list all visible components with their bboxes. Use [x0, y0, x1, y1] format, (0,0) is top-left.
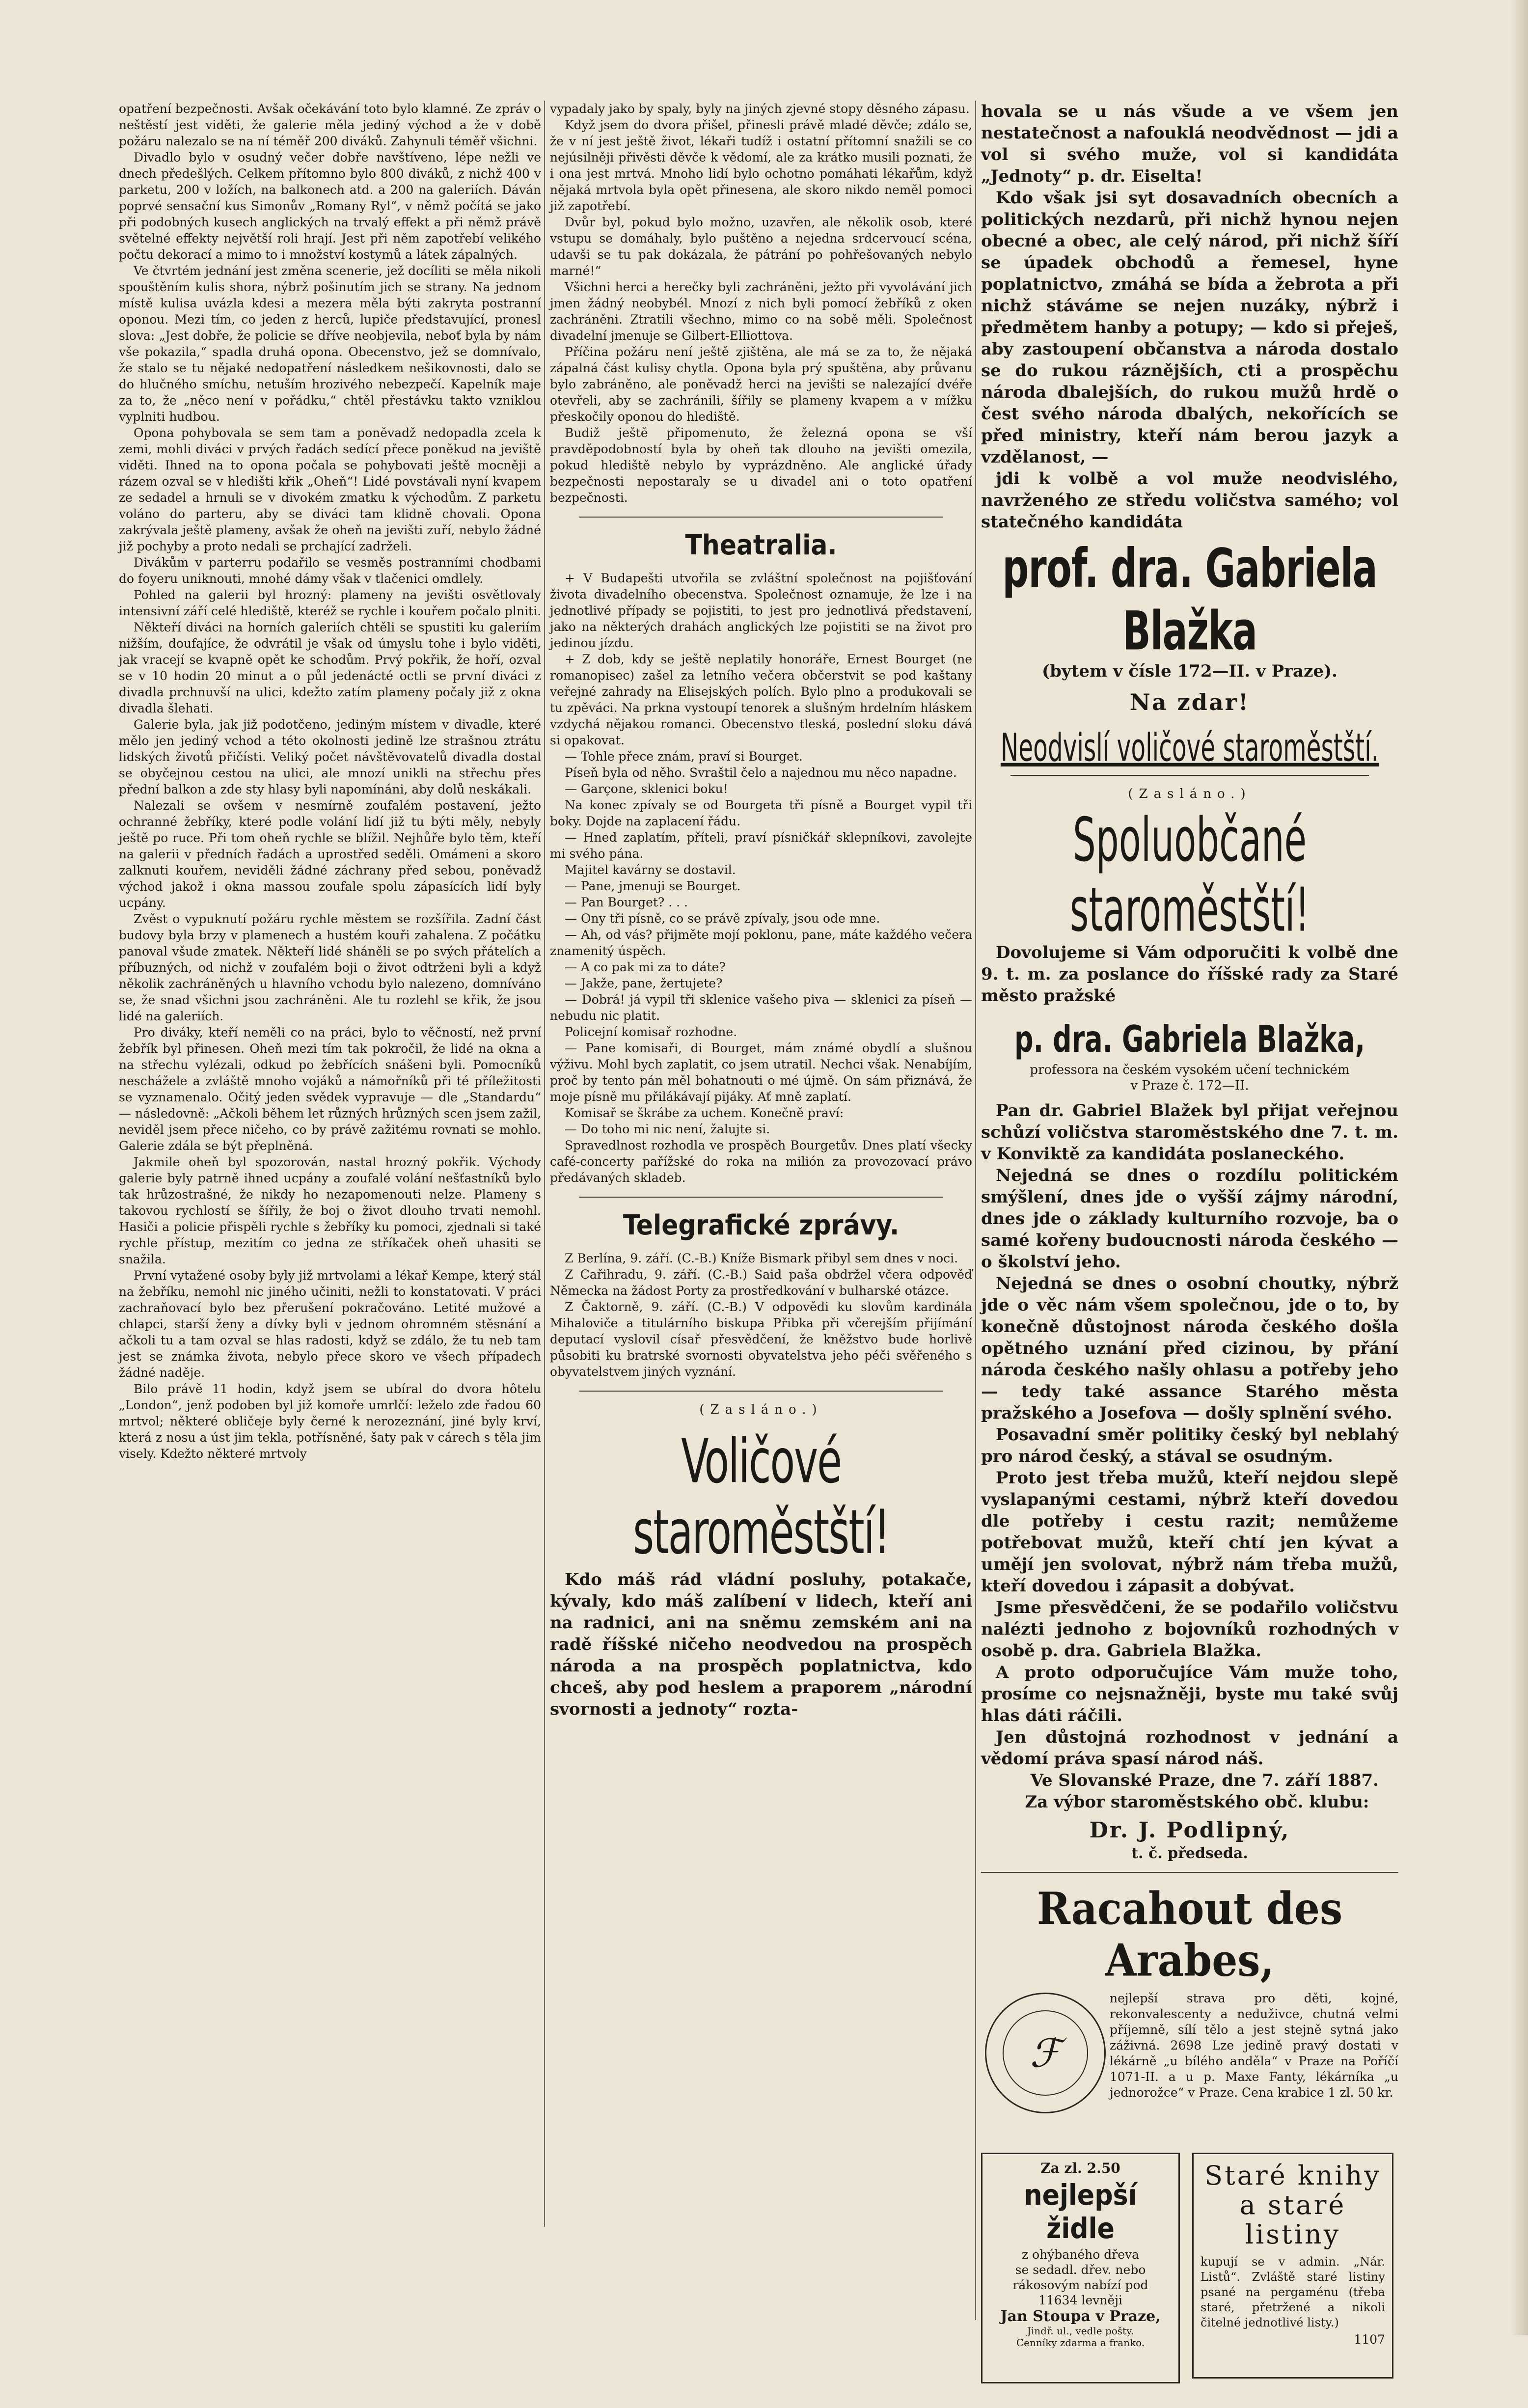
signer-role: t. č. předseda.: [1131, 1845, 1248, 1862]
paragraph: — Dobrá! já vypil tři sklenice vašeho piva — sklenici za píseň — nebudu nic platit.: [550, 992, 972, 1023]
paragraph: Jen důstojná rozhodnost v jednání a vědomí práva spasí národ náš.: [981, 1727, 1398, 1769]
ads-row: [981, 2153, 1398, 2408]
paragraph: — A co pak mi za to dáte?: [565, 960, 726, 974]
paragraph: Píseň byla od něho. Svraštil čelo a najednou mu něco napadne.: [565, 766, 957, 780]
section-heading-telegraf: Telegrafické zprávy.: [623, 1209, 900, 1241]
paragraph: — Do toho mi nic není, žalujte si.: [565, 1122, 770, 1136]
zaslano-label: (Zasláno.): [699, 1402, 823, 1417]
paragraph: Z Berlína, 9. září. (C.-B.) Kníže Bismark přibyl sem dnes v noci.: [565, 1251, 958, 1265]
ad-headline: nejlepší židle: [1024, 2178, 1137, 2245]
section-rule: [579, 1391, 943, 1392]
paragraph: Pan dr. Gabriel Blažek byl přijat veřejnou schůzí voličstva staroměstského dne 7. t. m. v Konviktě za kandidáta poslaneckého.: [981, 1101, 1398, 1164]
paragraph: — Garçone, sklenici boku!: [565, 782, 728, 796]
ad-line: se sedadl. dřev. nebo: [1015, 2263, 1146, 2277]
paragraph: A proto odporučujíce Vám muže toho, prosíme co nejsnažněji, byste mu také svůj hlas dáti ráčili.: [981, 1663, 1398, 1725]
paragraph: Proto jest třeba mužů, kteří nejdou slepě vyslapanými cestami, nýbrž kteří dovedou dle potřeby i cestu razit; nemůžeme potřebovat mužů, kteří chtí jen kývat a umějí jen svolovat, nýbrž nám třeba mužů, kteří dovedou i zápasit a dobývat.: [981, 1468, 1398, 1596]
paragraph: Posavadní směr politiky český byl neblahý pro národ český, a stával se osudným.: [981, 1425, 1398, 1466]
paragraph: Když jsem do dvora přišel, přinesli právě mladé děvče; zdálo se, že v ní jest ještě život, lékaři tudíž i ostatní přítomní snažili se co nejúsilněji přivěsti děvče k vědomí, ale za krátko musili poznati, že i ona jest mrtvá. Mnoho lidí bylo ochotno pomáhati lékařům, když nějaká mrtvola byla opět přinesena, ale skoro nikdo neměl pomoci již zapotřebí.: [550, 118, 972, 213]
paragraph: — Hned zaplatím, příteli, praví písničkář sklepníkovi, zavolejte mi svého pána.: [550, 830, 972, 861]
paragraph: Majitel kavárny se dostavil.: [565, 863, 736, 877]
paragraph: Divadlo bylo v osudný večer dobře navštíveno, lépe nežli ve dnech předešlých. Celkem přítomno bylo 800 diváků, z nichž 400 v parketu, 200 v ložích, na balkonech atd. a 200 na galeriích. Dáván poprvé sensační kus Simonův „Romany Ryl“, v němž počítá se jako při podobných kusech anglických na trvalý effekt a při němž právě světelné effekty největší roli hrají. Jest při něm zapotřebí velikého počtu dekorací a mimo to i množství kostymů a látek zápalných.: [119, 150, 541, 262]
candidate-name: p. dra. Gabriela Blažka,: [1014, 1018, 1365, 1061]
paragraph: Příčina požáru není ještě zjištěna, ale má se za to, že nějaká zápalná část kulisy chytla. Opona byla prý spuštěna, aby průvanu bylo zabráněno, ale poněvadž herci na jevišti se nalezající dvéře otevřeli, aby se zachránili, šířily se plameny kvapem a v mížku přeskočily oponou do hlediště.: [550, 345, 972, 424]
ad-old-books: [1192, 2153, 1393, 2379]
slogan: Na zdar!: [1129, 689, 1250, 715]
paragraph: opatření bezpečnosti. Avšak očekávání toto bylo klamné. Ze zpráv o neštěstí jest viděti, že galerie měla jediný východ a že v době požáru nalezalo se na ní téměř 200 diváků. Zahynuli téměř všichni.: [119, 102, 541, 148]
candidate-address: (bytem v čísle 172—II. v Praze).: [1042, 661, 1337, 681]
paragraph: Budiž ještě připomenuto, že železná opona se vší pravděpodobností byla by oheň tak dlouho na jevišti omezila, pokud hlediště nebylo by vyprázdněno. Ale anglické úřady bezpečnosti nepostaraly se u divadel ani o toto opatření bezpečnosti.: [550, 426, 972, 505]
section-rule: [981, 1872, 1398, 1873]
paragraph: Bilo právě 11 hodin, když jsem se ubíral do dvora hôtelu „London“, jenž podoben byl již komoře umrlčí: leželo zde řadou 60 mrtvol; některé obličeje byly černé k nerozeznání, jiné byly krví, která z nosu a úst jim tekla, potřísněné, šaty pak v cárech s těla jim visely. Kdežto některé mrtvoly: [119, 1382, 541, 1461]
paragraph: Divákům v parterru podařilo se vesměs postranními chodbami do foyeru uniknouti, mnohé dámy však v tlačenici omdlely.: [119, 555, 541, 586]
date-line: Ve Slovanské Praze, dne 7. září 1887.: [1030, 1771, 1379, 1790]
section-heading-theatralia: Theatralia.: [685, 529, 837, 561]
candidate-address: v Praze č. 172—II.: [1130, 1078, 1249, 1093]
paragraph: Komisař se škrábe za uchem. Konečně praví:: [565, 1106, 844, 1120]
paragraph: — Ah, od vás? přijměte mojí poklonu, pane, máte každého večera znamenitý úspěch.: [550, 928, 972, 958]
paragraph: Jsme přesvědčeni, že se podařilo voličstvu nalézti jednoho z bojovníků rozhodných v osobě p. dra. Gabriela Blažka.: [981, 1598, 1398, 1661]
paragraph: — Pane, jmenuji se Bourget.: [565, 879, 741, 893]
section-rule: [579, 1197, 943, 1198]
seal-icon: [985, 1993, 1106, 2113]
ad-line: 11634 levněji: [1038, 2293, 1123, 2307]
paragraph: První vytažené osoby byly již mrtvolami a lékař Kempe, který stál na žebříku, nemohl nic jiného učiniti, nežli to konstatovati. V práci zachraňovací bylo bez přerušení pokračováno. Letité mužové a chlapci, starší ženy a dívky byli v jednom ohromném stěsnání a ačkoli tu a tam ozval se hlas radosti, když se zdálo, že tu neb tam jest se známka života, nebylo přece skoro ve všech případech žádné naděje.: [119, 1268, 541, 1380]
signer-name: Dr. J. Podlipný,: [1089, 1818, 1290, 1843]
column-2: [550, 101, 972, 2227]
paragraph: Opona pohybovala se sem tam a poněvadž nedopadla zcela k zemi, mohli diváci v prvých řadách sedící přece poněkud na jeviště viděti. Ihned na to opona počala se pohybovati ještě mocněji a rázem ozval se v hledišti křik „Oheň“! Lidé povstávali nyní kvapem ze sedadel a hrnuli se v divokém zmatku k východům. Z parketu voláno do parteru, aby se diváci tam klidně chovali. Opona zakrývala ještě plameny, avšak že oheň na jevišti zuří, nebylo žádné již pochyby a proto nedali se prchající zadrželi.: [119, 426, 541, 553]
paragraph: Dovolujeme si Vám odporučiti k volbě dne 9. t. m. za poslance do říšské rady za Staré město pražské: [981, 943, 1398, 1006]
paragraph: Nalezali se ovšem v nesmírně zoufalém postavení, ježto ochranné žebříky, které podle volání lidí již tu býti měly, nebyly ještě po ruce. Při tom oheň rychle se blížil. Nejhůře bylo těm, kteří na galerii v předních řadách a uprostřed seděli. Omámeni a skoro zalknuti kouřem, neviděli žádné záchrany před sebou, poněvadž východ jakož i okna massou zoufale spolu zápasících lidí byly ucpány.: [119, 798, 541, 910]
ad-line: rákosovým nabízí pod: [1012, 2278, 1148, 2292]
paragraph: Z Čaktorně, 9. září. (C.-B.) V odpovědi ku slovům kardinála Mihaloviče a titulárního biskupa Přibka při včerejším přijímání deputací vyslovil císař přesvědčení, že kněžstvo bude horlivě působiti ku bratrské svornosti obyvatelstva jeho péči svěřeného s obyvatelstvem jiných vyznání.: [550, 1300, 972, 1379]
paragraph: Nejedná se dnes o osobní choutky, nýbrž jde o věc nám všem společnou, jde o to, by konečně důstojnost národa českého došla opětného uznání před cizinou, by přání národa českého našly ohlasu a potřeby jeho — tedy také assance Starého města pražského a Josefova — došly splnění svého.: [981, 1274, 1398, 1423]
paragraph: Všichni herci a herečky byli zachráněni, ježto při vyvolávání jich jmen žádný neobybél. Mnozí z nich byli pomocí žebříků z oken zachráněni. Ztratili všechno, mimo co na sobě měli. Společnost divadelní jmenuje se Gilbert-Elliottova.: [550, 280, 972, 343]
candidate-title: professora na českém vysokém učení technickém: [1030, 1063, 1350, 1077]
ad-racahout-text: nejlepší strava pro děti, kojné, rekonvalescenty a neduživce, chutná velmi příjemně, sílí tělo a jest stejně sytná jako záživná. 2698 Lze jedině pravý dostati v lékárně „u bílého anděla“ v Praze na Poříčí 1071-II. a u p. Maxe Fanty, lékárníka „u jednorožce“ v Praze. Cena krabice 1 zl. 50 kr.: [1110, 1991, 1398, 2100]
paragraph: — Tohle přece znám, praví si Bourget.: [565, 749, 803, 764]
column-divider: [975, 101, 976, 2320]
page-edge: [1510, 0, 1528, 2335]
section-rule: [579, 517, 943, 518]
seal-monogram: ℱ: [1003, 2010, 1088, 2096]
section-rule: [1010, 775, 1369, 776]
paragraph: Pohled na galerii byl hrozný: plameny na jevišti osvětlovaly intensivní září celé hlediště, kteréž se rychle i kouřem počalo plniti.: [119, 588, 542, 618]
paragraph: Zvěst o vypuknutí požáru rychle městem se rozšířila. Zadní část budovy byla brzy v plamenech a hustém kouři zahalena. Z počátku panoval všude zmatek. Někteří lidé sháněli se po svých přátelích a příbuzných, od nichž v zoufalém boji o život odtrženi byli a když několik zachráněných u hlavního vchodu bylo nalezeno, domníváno se, že snad všichni jsou zachráněni. Ale tu rozlehl se křik, že jsou lidé na galeriích.: [119, 912, 541, 1023]
paragraph: — Ony tři písně, co se právě zpívaly, jsou ode mne.: [565, 911, 880, 926]
candidate-name: prof. dra. Gabriela Blažka: [1002, 537, 1377, 662]
paragraph: Z Cařihradu, 9. září. (C.-B.) Said paša obdržel včera odpověď Německa na žádost Porty za prostředkování v bulharské otázce.: [550, 1267, 972, 1298]
zaslano-label: (Zasláno.): [1128, 787, 1252, 801]
paragraph: Pro diváky, kteří neměli co na práci, bylo to věčností, než první žebřík byl přinesen. Oheň mezi tím tak pokročil, že lidé na okna a na střechu vylézali, odkud po žebřících snášeni byli. Pomocníků neschážele a zvláště mnoho vojáků a námořníků při té příležitosti se vyznamenalo. Očitý jeden svědek vypravuje — dle „Standardu“ — následovně: „Ačkoli během let různých hrůzných scen jsem zažil, neviděl jsem přece ničeho, co by právě zažitému rovnati se mohlo. Galerie zdála se být přeplněná.: [119, 1025, 541, 1153]
paragraph: Kdo však jsi syt dosavadních obecních a politických nezdarů, při nichž hynou nejen obecné a obec, ale celý národ, při nichž šíří se úpadek obchodů a řemesel, hyne poplatnictvo, zmáhá se bída a žebrota a při nichž stáváme se nejen nuzáky, nýbrž i předmětem hanby a potupy; — kdo si přeješ, aby zastoupení občanstva a národa dostalo se do rukou ráznějších, cti a prospěchu národa dbalejších, do rukou mužů hrdě o čest svého národa dbalých, nekořících se před ministry, kteří nám berou jazyk a vzdělanost, —: [981, 188, 1398, 467]
ad-note: Cenníky zdarma a franko.: [1016, 2337, 1145, 2349]
column-1: [119, 101, 541, 2305]
paragraph: — Jakže, pane, žertujete?: [565, 976, 723, 990]
paragraph: Kdo máš rád vládní posluhy, potakače, kývaly, kdo máš zalíbení v lidech, kteří ani na radnici, ani na sněmu zemském ani na radě říšské ničeho neodvedou na prospěch národa a na prospěch poplatnictva, kdo chceš, aby pod heslem a praporem „národní svornosti a jednoty“ rozta-: [550, 1570, 972, 1719]
paragraph: Spravedlnost rozhodla ve prospěch Bourgetův. Dnes platí všecky café-concerty pařížské do roka na milión za provozovací právo předávaných skladeb.: [550, 1138, 972, 1185]
ad-racahout: [981, 1991, 1398, 2143]
paragraph: jdi k volbě a vol muže neodvislého, navrženého ze středu voličstva samého; vol statečného kandidáta: [981, 469, 1398, 532]
ad-racahout-title: Racahout des Arabes,: [1037, 1883, 1343, 1987]
section-heading-spoluobcane: Spoluobčané staroměstští!: [1069, 805, 1310, 946]
paragraph: + Z dob, kdy se ještě neplatily honoráře, Ernest Bourget (ne romanopisec) zašel za letního večera občerstvit se pod kaštany veřejné zahrady na Elisejských polích. Bylo plno a produkovali se tu zpěváci. Na prkna vystoupí tenorek a slušným hrdelním hláskem vzdychá nějakou romanci. Obecenstvo tleská, poslední sloku dává si opakovat.: [550, 652, 972, 747]
paragraph: Nejedná se dnes o rozdílu politickém smýšlení, dnes jde o vyšší zájmy národní, dnes jde o základy kulturního rozvoje, ba o samé kořeny budoucnosti národa českého — o školství jeho.: [981, 1166, 1398, 1272]
paragraph: hovala se u nás všude a ve všem jen nestatečnost a nafouklá neodvědnost — jdi a vol si svého muže, vol si kandidáta „Jednoty“ p. dr. Eiselta!: [981, 102, 1398, 186]
ad-text: kupují se v admin. „Nár. Listů“. Zvláště staré listiny psané na pergaménu (třeba staré, přetržené a nikoli čitelné jednotlivé listy.): [1201, 2255, 1385, 2329]
paragraph: — Pan Bourget? . . .: [565, 895, 688, 909]
paragraph: Někteří diváci na horních galeriích chtěli se spustiti ku galeriím nižším, doufajíce, že odvrátil je však od úmyslu tohe i bylo viděti, jak vracejí se kvapně opět ke schodům. Prvý pokřik, že hoří, ozval se v 10 hodin 20 minut a o půl jedenácté octli se první diváci z divadla prchnuvší na ulici, kdežto zatím plameny počaly již z okna divadla šlehati.: [119, 620, 541, 715]
column-divider: [544, 101, 545, 2227]
ad-merchant: Jan Stoupa v Praze,: [1000, 2308, 1161, 2325]
ad-number: 1107: [1354, 2332, 1385, 2347]
signature-banner: Neodvislí voličové staroměstští.: [1000, 725, 1379, 770]
paragraph: Galerie byla, jak již podotčeno, jediným místem v divadle, které mělo jen jediný vchod a této okolnosti jedině lze strašnou ztrátu lidských životů přičísti. Veliký počet návštěvovatelů divadla dostal se obyčejnou cestou na ulici, ale mnozí unikli na střechu přes přední balkon a zde sty hlasy byli napomínáni, aby dolů neskákali.: [119, 717, 541, 796]
paragraph: Jakmile oheň byl spozorován, nastal hrozný pokřik. Východy galerie byly patrně ihned ucpány a zoufalé volání nešťastníků bylo tak hrůzostrašné, že nikdy ho nezapomenouti nelze. Plameny s takovou rychlostí se šířily, že boj o život dlouho trvati nemohl. Hasiči a policie přispěli rychle s žebříky ku pomoci, zjednali si také rychle přístup, mezitím co jedna ze stříkaček oheň uhasiti se snažila.: [119, 1155, 541, 1266]
paragraph: Dvůr byl, pokud bylo možno, uzavřen, ale několik osob, které vstupu se domáhaly, bylo puštěno a nejedna srdcervoucí scéna, udavši se tu pak dokázala, že pátrání po pohřešovaných nebylo marné!“: [550, 215, 972, 278]
ad-address: Jindř. ul., vedle pošty.: [1027, 2325, 1134, 2337]
column-3: [981, 101, 1398, 2349]
ad-price: Za zl. 2.50: [1040, 2160, 1120, 2176]
section-heading-volicove: Voličové staroměstští!: [633, 1425, 889, 1568]
ad-headline: Staré knihy a staré listiny: [1204, 2160, 1381, 2250]
committee-line: Za výbor staroměstského obč. klubu:: [1025, 1792, 1369, 1812]
ad-line: z ohýbaného dřeva: [1021, 2247, 1140, 2262]
paragraph: + V Budapešti utvořila se zvláštní společnost na pojišťování života divadelního obecenstva. Společnost oznamuje, že lze i na jednotlivé případy se pojistiti, to jest pro jednotlivá představení, jako na některých drahách anglických lze pojistiti se na život pro jedinou jízdu.: [550, 571, 972, 650]
paragraph: vypadaly jako by spaly, byly na jiných zjevné stopy děsného zápasu.: [550, 102, 970, 116]
paragraph: Ve čtvrtém jednání jest změna scenerie, jež docíliti se měla nikoli spouštěním kulis shora, nýbrž pošinutím jich se strany. Na jednom místě kulisa uvázla kdesi a mezera měla býti zakryta postranní oponou. Mezi tím, co jeden z herců, lupiče představující, pronesl slova: „Jest dobře, že policie se dříve neobjevila, neboť byla by nám vše pokazila,“ spadla druhá opona. Obecenstvo, jež se domnívalo, že stalo se tu nějaké nedopatření následkem nešikovnosti, dalo se do hlučného smíchu, netuším hrozivého nebezpečí. Kapelník maje za to, že „něco není v pořádku,“ chtěl přestávku takto vzniklou vyplniti hudbou.: [119, 264, 541, 424]
paragraph: — Pane komisaři, di Bourget, mám známé obydlí a slušnou výživu. Mohl bych zaplatit, co jsem utratil. Nechci však. Nenabíjím, proč by tento pán měl bohatnouti o mé újmě. On sám přiznává, že moje písně mu přilákávají pijáky. Ať mně zaplatí.: [550, 1041, 972, 1104]
paragraph: Policejní komisař rozhodne.: [565, 1025, 737, 1039]
ad-chairs: [981, 2153, 1180, 2383]
paragraph: Na konec zpívaly se od Bourgeta tři písně a Bourget vypil tři boky. Dojde na zaplacení řádu.: [550, 798, 972, 828]
